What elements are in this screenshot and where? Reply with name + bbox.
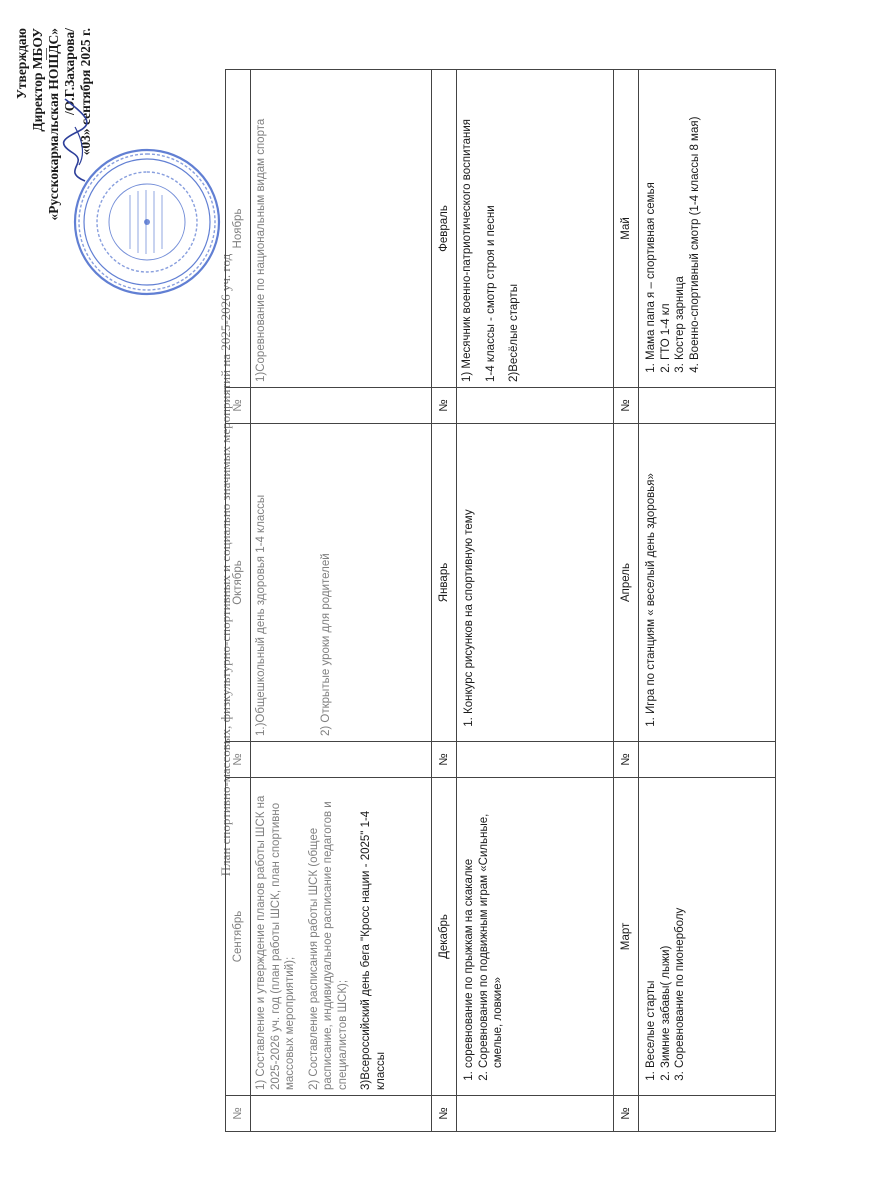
list-item: 2. Зимние забавы( лыжи) <box>659 783 674 1068</box>
cell-nov <box>251 70 432 388</box>
approval-line-3: «Русскокармальская НОШДС» <box>46 28 61 221</box>
list-item: 1)Соревнование по национальным видам спорта <box>255 118 267 382</box>
num-cell <box>251 388 432 424</box>
approval-line-5: «03» сентября 2025 г. <box>78 28 93 156</box>
num-header: № <box>614 742 639 778</box>
num-header: № <box>432 388 457 424</box>
cell-oct <box>251 424 432 742</box>
header-feb: Февраль <box>432 70 457 388</box>
list-item: 1.)Общешкольный день здоровья 1-4 классы <box>255 494 267 736</box>
table-row <box>251 70 432 1132</box>
list-item: 2)Весёлые старты <box>508 284 520 382</box>
header-may: Май <box>614 70 639 388</box>
header-apr: Апрель <box>614 424 639 742</box>
table-row <box>457 70 614 1132</box>
header-nov: Ноябрь <box>226 70 251 388</box>
num-cell <box>457 742 614 778</box>
cell-feb <box>457 70 614 388</box>
num-cell <box>457 1096 614 1132</box>
document-title: План спортивно-массовых, физкультурно-спортивных и социально значимых мероприятий на 2025-2026 уч. год <box>218 253 233 877</box>
table-header-row <box>226 70 251 1132</box>
header-sep: Сентябрь <box>226 778 251 1096</box>
num-header: № <box>432 1096 457 1132</box>
plan-table <box>225 69 776 1132</box>
num-header: № <box>614 1096 639 1132</box>
list-item: 1. соревнование по прыжкам на скакалке <box>462 783 477 1068</box>
num-header: № <box>432 742 457 778</box>
list-item: 1) Месячник военно-патриотического воспитания <box>461 118 473 382</box>
num-cell <box>639 1096 776 1132</box>
num-cell <box>639 388 776 424</box>
num-header: № <box>226 742 251 778</box>
approval-line-2: Директор МБОУ <box>30 28 45 132</box>
official-stamp <box>72 147 222 297</box>
table-row <box>639 70 776 1132</box>
header-jan: Январь <box>432 424 457 742</box>
num-cell <box>457 388 614 424</box>
num-header: № <box>226 388 251 424</box>
num-cell <box>251 742 432 778</box>
list-item: 3. Костер зарница <box>673 75 688 360</box>
list-item: 3)Всероссийский день бега "Кросс нации - 2025" 1-4 классы <box>360 810 387 1090</box>
header-dec: Декабрь <box>432 778 457 1096</box>
list-item: 1-4 классы - смотр строя и песни <box>484 205 497 382</box>
list-item: 1. Мама папа я – спортивная семья <box>644 75 659 360</box>
num-header: № <box>614 388 639 424</box>
list-item: 2) Открытые уроки для родителей <box>319 553 332 736</box>
list-item: 2) Составление расписания работы ШСК (общее расписание, индивидуальное расписание педагогов и специалистов ШСК); <box>307 801 349 1090</box>
table-header-row <box>432 70 457 1132</box>
cell-mar <box>639 778 776 1096</box>
cell-sep <box>251 778 432 1096</box>
num-cell <box>639 742 776 778</box>
list-item: 1) Составление и утверждение планов работы ШСК на 2025-2026 уч. год (план работы ШСК, план спортивно массовых мероприятий); <box>255 795 296 1090</box>
approval-line-4: /О.Г.Захарова/ <box>62 28 77 115</box>
cell-jan <box>457 424 614 742</box>
list-item: 2. Соревнования по подвижным играм «Сильные, смелые, ловкие» <box>477 783 506 1068</box>
cell-may <box>639 70 776 388</box>
list-item: 4. Военно-спортивный смотр (1-4 классы 8 мая) <box>688 75 703 360</box>
list-item: 3. Соревнование по пионерболу <box>673 783 688 1068</box>
header-mar: Март <box>614 778 639 1096</box>
cell-dec <box>457 778 614 1096</box>
num-cell <box>251 1096 432 1132</box>
list-item: 1. Веселые старты <box>644 783 659 1068</box>
list-item: 2. ГТО 1-4 кл <box>659 75 674 360</box>
num-header: № <box>226 1096 251 1132</box>
list-item: 1. Конкурс рисунков на спортивную тему <box>462 429 477 714</box>
approval-line-1: Утверждаю <box>14 28 29 100</box>
cell-apr <box>639 424 776 742</box>
list-item: 1. Игра по станциям « веселый день здоровья» <box>644 429 659 714</box>
table-header-row <box>614 70 639 1132</box>
header-oct: Октябрь <box>226 424 251 742</box>
